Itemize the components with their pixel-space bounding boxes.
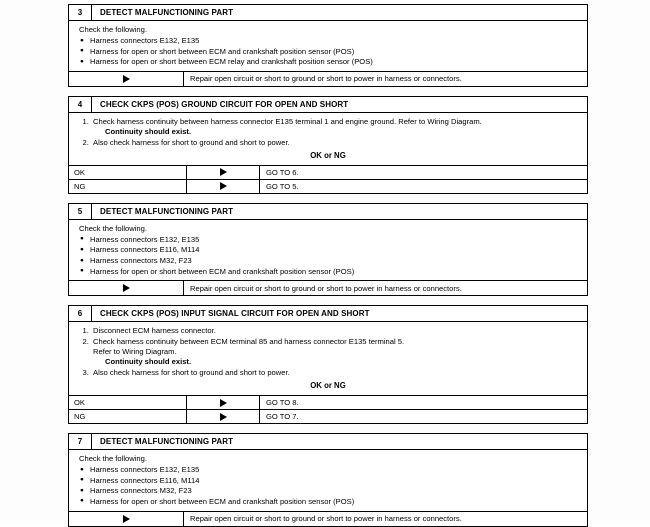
bullet-icon: ● [80, 47, 84, 55]
bullet-icon: ● [80, 57, 84, 65]
list-item [79, 267, 581, 277]
right-triangle-icon [220, 399, 227, 407]
list-item [91, 117, 581, 137]
step-title: DETECT MALFUNCTIONING PART [100, 206, 234, 216]
step-title: CHECK CKPS (POS) GROUND CIRCUIT FOR OPEN AND SHORT [100, 99, 349, 109]
step-body [69, 220, 587, 280]
result-row-ok [69, 165, 587, 179]
arrow-cell [187, 410, 260, 423]
list-item [79, 256, 581, 266]
list-item-text: Harness for open or short between ECM and crankshaft position sensor (POS) [90, 496, 355, 506]
step-body [69, 450, 587, 510]
step-body [69, 113, 587, 165]
list-item-text: Harness connectors E132, E135 [90, 36, 200, 45]
step-header [69, 434, 587, 450]
list-item [91, 368, 581, 378]
list-item [79, 36, 581, 46]
list-item-text: Harness for open or short between ECM relay and crankshaft position sensor (POS) [90, 57, 373, 67]
continuity-note: Continuity should exist. [105, 127, 192, 136]
list-item [91, 138, 581, 148]
action-row [69, 511, 587, 526]
step-lead-text: Check the following. [79, 223, 147, 233]
step-number: 7 [69, 434, 92, 449]
bullet-icon: ● [80, 256, 84, 264]
right-triangle-icon [220, 413, 227, 421]
list-item-text: Check harness continuity between harness connector E135 terminal 1 and engine ground. Refer to Wiring Diagram. [93, 116, 482, 126]
right-triangle-icon [220, 182, 227, 190]
list-item [79, 465, 581, 475]
step-body [69, 21, 587, 71]
list-item-text: Harness for open or short between ECM and crankshaft position sensor (POS) [90, 46, 355, 56]
right-triangle-icon [123, 75, 130, 83]
result-label: OK [69, 166, 187, 179]
diagnostic-step-4 [68, 96, 588, 194]
step-header [69, 204, 587, 220]
list-item [79, 57, 581, 67]
step-header [69, 5, 587, 21]
result-goto: GO TO 6. [266, 167, 299, 177]
check-list [75, 36, 581, 67]
list-item [91, 326, 581, 336]
check-list [75, 465, 581, 507]
list-item-text: Harness connectors E132, E135 [90, 234, 200, 244]
list-item-text: Also check harness for short to ground and short to power. [93, 137, 290, 147]
step-number: 6 [69, 306, 92, 321]
step-title: DETECT MALFUNCTIONING PART [100, 437, 234, 447]
continuity-note: Continuity should exist. [105, 357, 192, 367]
step-header [69, 306, 587, 322]
right-triangle-icon [123, 515, 130, 523]
list-item [79, 476, 581, 486]
ok-or-ng-label: OK or NG [310, 150, 346, 160]
bullet-icon: ● [80, 267, 84, 275]
list-item-text: Harness connectors E132, E135 [90, 465, 200, 475]
ok-or-ng-label: OK or NG [310, 381, 346, 391]
list-item-text: Also check harness for short to ground and short to power. [93, 367, 290, 377]
bullet-icon: ● [80, 476, 84, 484]
list-item-text: Harness connectors E116, M114 [90, 475, 200, 485]
step-number: 4 [69, 97, 92, 112]
result-label: OK [69, 396, 187, 409]
list-item [79, 245, 581, 255]
list-item-text: Check harness continuity between ECM terminal 85 and harness connector E135 terminal 5. [93, 336, 405, 346]
list-item-text: Harness connectors M32, F23 [90, 256, 192, 266]
list-item-text: Harness connectors M32, F23 [90, 486, 192, 496]
step-number: 3 [69, 5, 92, 20]
result-goto: GO TO 8. [266, 398, 299, 408]
list-item-text: Disconnect ECM harness connector. [93, 326, 216, 336]
bullet-icon: ● [80, 497, 84, 505]
bullet-icon: ● [80, 486, 84, 494]
bullet-icon: ● [80, 36, 84, 44]
bullet-icon: ● [80, 465, 84, 473]
action-text: Repair open circuit or short to ground or short to power in harness or connectors. [190, 283, 462, 293]
action-text: Repair open circuit or short to ground or short to power in harness or connectors. [190, 74, 462, 84]
list-item [79, 497, 581, 507]
arrow-cell [187, 396, 260, 409]
result-label: NG [69, 180, 187, 193]
diagnostic-step-3 [68, 4, 588, 87]
arrow-cell [187, 166, 260, 179]
result-goto: GO TO 5. [266, 181, 299, 191]
bullet-icon: ● [80, 245, 84, 253]
list-item-text: Harness for open or short between ECM and crankshaft position sensor (POS) [90, 266, 355, 276]
step-title: DETECT MALFUNCTIONING PART [100, 8, 234, 17]
result-label: NG [69, 410, 187, 423]
list-item [91, 337, 581, 368]
arrow-cell [69, 281, 184, 295]
list-item [79, 235, 581, 245]
reference-note: Refer to Wiring Diagram. [93, 347, 177, 357]
result-row-ng [69, 409, 587, 423]
arrow-cell [187, 180, 260, 193]
list-item [79, 486, 581, 496]
procedure-list [75, 326, 581, 378]
step-title: CHECK CKPS (POS) INPUT SIGNAL CIRCUIT FOR OPEN AND SHORT [100, 309, 370, 319]
diagnostic-step-5 [68, 203, 588, 296]
right-triangle-icon [220, 168, 227, 176]
arrow-cell [69, 512, 184, 526]
arrow-cell [69, 72, 184, 86]
action-text: Repair open circuit or short to ground or short to power in harness or connectors. [190, 514, 462, 524]
right-triangle-icon [123, 284, 130, 292]
step-body [69, 322, 587, 395]
step-lead-text: Check the following. [79, 25, 147, 34]
diagnostic-step-7 [68, 433, 588, 526]
step-lead-text: Check the following. [79, 454, 147, 464]
list-item-text: Harness connectors E116, M114 [90, 245, 200, 255]
diagnostic-step-6 [68, 305, 588, 424]
check-list [75, 235, 581, 277]
result-goto: GO TO 7. [266, 412, 299, 422]
list-item [79, 47, 581, 57]
step-number: 5 [69, 204, 92, 219]
result-row-ng [69, 179, 587, 193]
result-row-ok [69, 395, 587, 409]
bullet-icon: ● [80, 235, 84, 243]
procedure-list [75, 117, 581, 148]
action-row [69, 280, 587, 295]
action-row [69, 71, 587, 86]
step-header [69, 97, 587, 113]
